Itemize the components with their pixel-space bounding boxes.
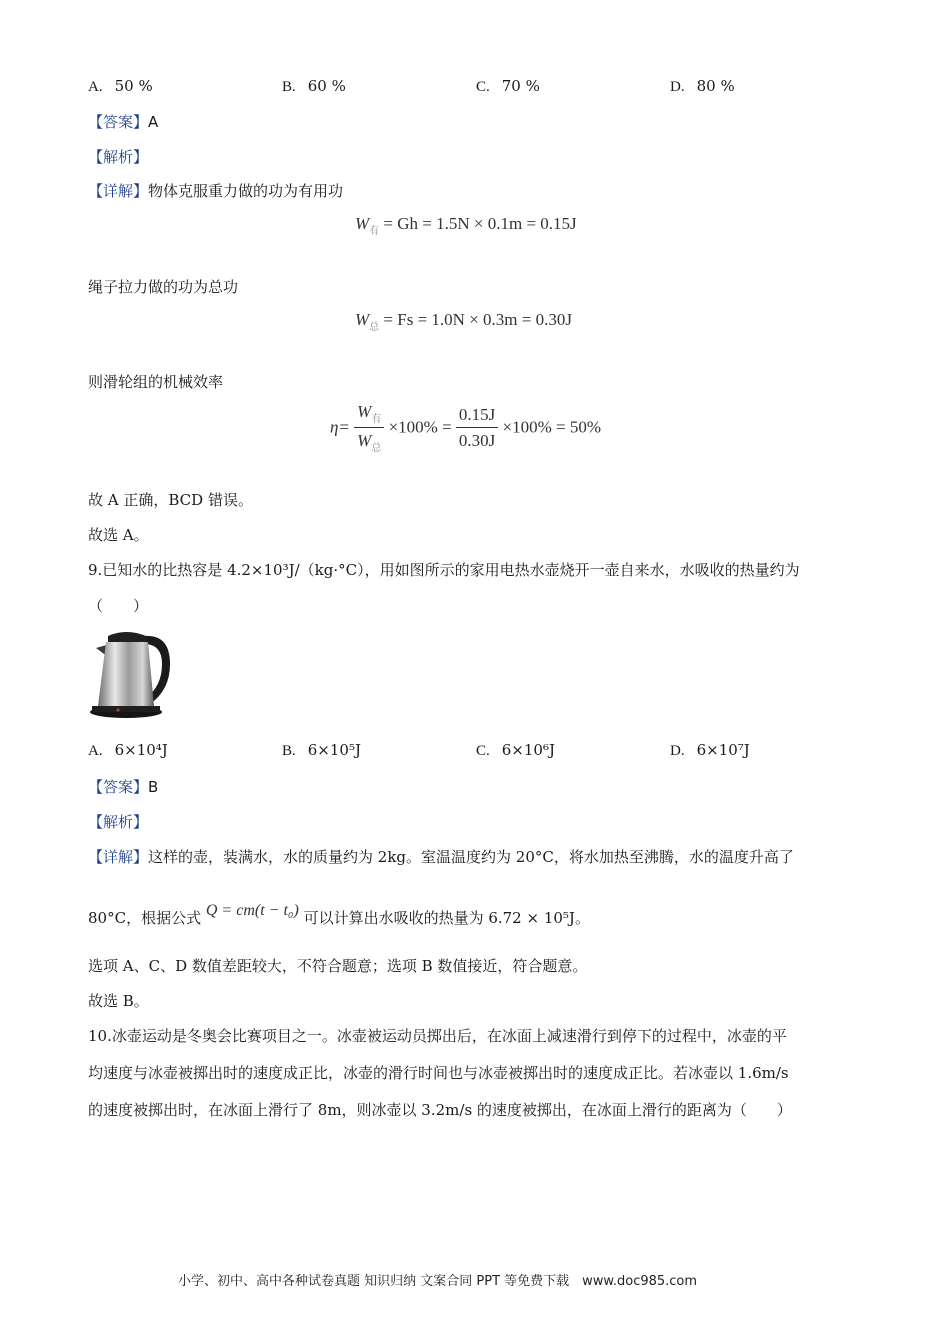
q9-option-d: D. 6×10⁷J [670, 741, 750, 759]
q9-line3: 选项 A、C、D 数值差距较大，不符合题意；选项 B 数值接近，符合题意。 [88, 957, 588, 975]
q10-line1: 10.冰壶运动是冬奥会比赛项目之一。冰壶被运动员掷出后，在冰面上减速滑行到停下的过程中，冰壶的平 [88, 1027, 787, 1045]
q10-line2: 均速度与冰壶被掷出时的速度成正比，冰壶的滑行时间也与冰壶被掷出时的速度成正比。若冰壶以 1.6m/s [88, 1064, 789, 1082]
q9-option-b: B. 6×10⁵J [282, 741, 361, 759]
q8-conclusion2: 故选 A。 [88, 526, 149, 544]
page-footer: 小学、初中、高中各种试卷真题 知识归纳 文案合同 PPT 等免费下载 www.doc985.com [178, 1274, 698, 1289]
q9-option-c: C. 6×10⁶J [476, 741, 555, 759]
q8-detail-line1: 【详解】物体克服重力做的功为有用功 [88, 182, 344, 200]
q9-stem-line1: 9.已知水的比热容是 4.2×10³J/（kg·°C），用如图所示的家用电热水壶烧开一壶自来水，水吸收的热量约为 [88, 561, 800, 579]
q8-conclusion1: 故 A 正确，BCD 错误。 [88, 491, 253, 509]
q8-option-c: C. 70 % [476, 77, 540, 95]
q8-equation-efficiency: η= $\frac{W_有}{W_总}$ ×100% = $\frac{0.15J}{0.30J}$ ×100% = 50% [330, 402, 602, 454]
q9-detail-line1: 【详解】这样的壶，装满水，水的质量约为 2kg。室温温度约为 20°C，将水加热至沸腾，水的温度升高了 [88, 848, 794, 866]
q8-option-d: D. 80 % [670, 77, 735, 95]
heat-formula: Q = cm(t − t₀) [205, 902, 299, 919]
q9-option-a: A. 6×10⁴J [88, 741, 168, 759]
q8-line2: 绳子拉力做的功为总功 [88, 278, 239, 296]
q8-equation-useful-work: $W_有 = Gh = 1.5N \times 0.1m = 0.15J$ [355, 214, 577, 237]
q8-option-b: B. 60 % [282, 77, 346, 95]
q9-stem-line2: （ ） [88, 597, 149, 615]
q8-option-a: A. 50 % [88, 77, 153, 95]
q8-answer: 【答案】A [88, 113, 159, 131]
q9-analysis-tag: 【解析】 [88, 813, 149, 831]
q8-equation-total-work: $W_总 = Fs = 1.0N \times 0.3m = 0.30J$ [355, 310, 572, 333]
q9-answer: 【答案】B [88, 778, 159, 796]
q9-detail-line2: 80°C，根据公式 Q = cm(t − t₀) 可以计算出水吸收的热量为 6.72 × 10⁵J。 [88, 902, 590, 927]
q8-analysis-tag: 【解析】 [88, 148, 149, 166]
q8-line3: 则滑轮组的机械效率 [88, 373, 224, 391]
q9-line4: 故选 B。 [88, 992, 149, 1010]
q10-line3: 的速度被掷出时，在冰面上滑行了 8m，则冰壶以 3.2m/s 的速度被掷出，在冰面上滑行的距离为（ ） [88, 1101, 792, 1119]
kettle-image [86, 626, 176, 722]
